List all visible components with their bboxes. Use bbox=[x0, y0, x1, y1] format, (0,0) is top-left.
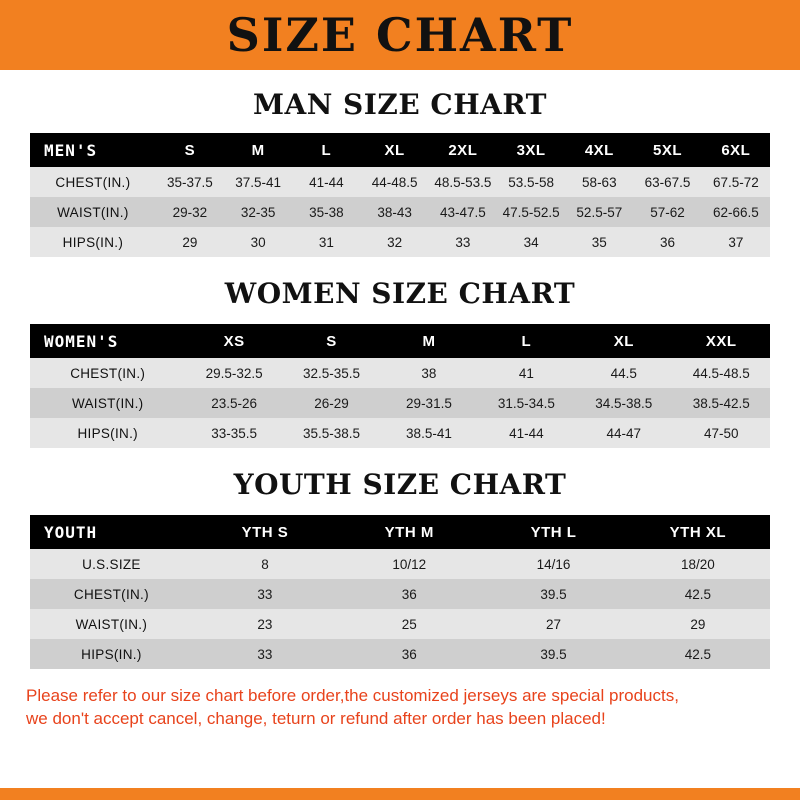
table-cell: 41-44 bbox=[309, 174, 344, 190]
men-table-wrapper bbox=[0, 133, 800, 257]
table-cell: 31.5-34.5 bbox=[497, 395, 555, 411]
column-header: XL bbox=[575, 324, 672, 358]
table-cell: 33 bbox=[455, 234, 471, 250]
table-cell: 32 bbox=[387, 234, 403, 250]
table-cell: 30 bbox=[250, 234, 266, 250]
table-cell: 44.5-48.5 bbox=[692, 365, 750, 381]
men-size-table bbox=[30, 133, 770, 257]
table-cell: 33-35.5 bbox=[211, 425, 257, 441]
table-cell: 18/20 bbox=[680, 556, 715, 572]
table-cell: 42.5 bbox=[684, 586, 711, 602]
table-cell: 43-47.5 bbox=[439, 204, 486, 220]
table-cell: 34.5-38.5 bbox=[595, 395, 653, 411]
table-cell: 35-38 bbox=[309, 204, 344, 220]
table-cell: 38.5-42.5 bbox=[692, 395, 750, 411]
table-cell: 44-48.5 bbox=[371, 174, 418, 190]
table-cell: 44-47 bbox=[606, 425, 642, 441]
row-label: CHEST(IN.) bbox=[73, 586, 149, 602]
table-cell: 32.5-35.5 bbox=[303, 365, 361, 381]
table-cell: 39.5 bbox=[540, 586, 567, 602]
column-header: YTH M bbox=[337, 515, 481, 549]
column-header: XS bbox=[185, 324, 282, 358]
table-cell: 41 bbox=[518, 365, 534, 381]
table-cell: 38 bbox=[421, 365, 437, 381]
table-cell: 36 bbox=[401, 646, 417, 662]
column-header: 3XL bbox=[497, 133, 565, 167]
column-header: XL bbox=[361, 133, 429, 167]
table-cell: 23.5-26 bbox=[211, 395, 257, 411]
table-cell: 29.5-32.5 bbox=[205, 365, 263, 381]
table-cell: 42.5 bbox=[684, 646, 711, 662]
column-header: M bbox=[380, 324, 477, 358]
table-cell: 26-29 bbox=[314, 395, 349, 411]
table-cell: 8 bbox=[261, 556, 269, 572]
footer-accent-bar bbox=[0, 788, 800, 800]
women-size-table bbox=[30, 324, 770, 448]
column-header: S bbox=[283, 324, 380, 358]
table-cell: 37 bbox=[728, 234, 744, 250]
disclaimer-line-1: Please refer to our size chart before order,the customized jerseys are special products, bbox=[26, 686, 679, 705]
table-row bbox=[30, 227, 770, 257]
table-row bbox=[30, 609, 770, 639]
table-cell: 38-43 bbox=[377, 204, 412, 220]
table-cell: 62-66.5 bbox=[712, 204, 759, 220]
table-cell: 35 bbox=[591, 234, 607, 250]
column-header: 6XL bbox=[702, 133, 770, 167]
column-header: YTH L bbox=[481, 515, 625, 549]
women-table-head bbox=[30, 324, 770, 358]
row-label: CHEST(IN.) bbox=[70, 365, 146, 381]
table-cell: 37.5-41 bbox=[235, 174, 282, 190]
table-cell: 35.5-38.5 bbox=[303, 425, 361, 441]
table-cell: 29-32 bbox=[172, 204, 208, 220]
disclaimer-note bbox=[0, 669, 800, 731]
table-cell: 67.5-72 bbox=[712, 174, 759, 190]
row-label: HIPS(IN.) bbox=[77, 425, 138, 441]
column-header: YTH S bbox=[193, 515, 337, 549]
row-label: CHEST(IN.) bbox=[55, 174, 131, 190]
column-header: S bbox=[156, 133, 224, 167]
page-title: SIZE CHART bbox=[226, 8, 574, 62]
table-cell: 31 bbox=[318, 234, 334, 250]
table-cell: 52.5-57 bbox=[576, 204, 623, 220]
women-section-title: WOMEN SIZE CHART bbox=[224, 277, 576, 310]
men-section-title: MAN SIZE CHART bbox=[253, 88, 547, 121]
row-label: WAIST(IN.) bbox=[75, 616, 148, 632]
table-header-row bbox=[30, 133, 770, 167]
header-banner bbox=[0, 0, 800, 70]
table-row bbox=[30, 358, 770, 388]
table-cell: 29 bbox=[182, 234, 198, 250]
table-cell: 63-67.5 bbox=[644, 174, 691, 190]
table-cell: 29 bbox=[690, 616, 706, 632]
table-corner-label: MEN'S bbox=[30, 133, 156, 167]
table-corner-label: YOUTH bbox=[30, 515, 193, 549]
column-header: L bbox=[292, 133, 360, 167]
women-table-body bbox=[30, 358, 770, 448]
column-header: L bbox=[478, 324, 575, 358]
table-cell: 38.5-41 bbox=[406, 425, 452, 441]
table-cell: 14/16 bbox=[536, 556, 571, 572]
table-cell: 44.5 bbox=[610, 365, 637, 381]
table-cell: 41-44 bbox=[509, 425, 544, 441]
table-cell: 47.5-52.5 bbox=[502, 204, 560, 220]
row-label: HIPS(IN.) bbox=[62, 234, 124, 250]
table-cell: 32-35 bbox=[240, 204, 276, 220]
column-header: 5XL bbox=[633, 133, 701, 167]
youth-table-wrapper bbox=[0, 515, 800, 669]
table-row bbox=[30, 549, 770, 579]
column-header: YTH XL bbox=[626, 515, 770, 549]
row-label: WAIST(IN.) bbox=[57, 204, 129, 220]
table-header-row bbox=[30, 515, 770, 549]
table-cell: 47-50 bbox=[703, 425, 739, 441]
table-row bbox=[30, 639, 770, 669]
women-table-wrapper bbox=[0, 324, 800, 448]
table-row bbox=[30, 579, 770, 609]
column-header: 4XL bbox=[565, 133, 633, 167]
table-corner-label: WOMEN'S bbox=[30, 324, 185, 358]
table-cell: 10/12 bbox=[392, 556, 427, 572]
row-label: U.S.SIZE bbox=[82, 556, 141, 572]
men-table-body bbox=[30, 167, 770, 257]
table-cell: 58-63 bbox=[582, 174, 617, 190]
table-cell: 34 bbox=[523, 234, 539, 250]
column-header: M bbox=[224, 133, 292, 167]
table-cell: 53.5-58 bbox=[508, 174, 554, 190]
table-cell: 36 bbox=[401, 586, 417, 602]
table-cell: 48.5-53.5 bbox=[434, 174, 492, 190]
table-row bbox=[30, 167, 770, 197]
table-header-row bbox=[30, 324, 770, 358]
table-cell: 25 bbox=[401, 616, 417, 632]
youth-section-title: YOUTH SIZE CHART bbox=[233, 468, 567, 501]
column-header: XXL bbox=[673, 324, 771, 358]
table-cell: 29-31.5 bbox=[406, 395, 452, 411]
table-cell: 57-62 bbox=[650, 204, 685, 220]
row-label: WAIST(IN.) bbox=[71, 395, 144, 411]
column-header: 2XL bbox=[429, 133, 497, 167]
row-label: HIPS(IN.) bbox=[81, 646, 142, 662]
table-cell: 23 bbox=[257, 616, 273, 632]
table-cell: 33 bbox=[257, 646, 273, 662]
table-cell: 36 bbox=[660, 234, 676, 250]
table-cell: 39.5 bbox=[540, 646, 567, 662]
table-row bbox=[30, 418, 770, 448]
table-cell: 33 bbox=[257, 586, 273, 602]
youth-table-body bbox=[30, 549, 770, 669]
table-cell: 35-37.5 bbox=[167, 174, 213, 190]
table-cell: 27 bbox=[546, 616, 562, 632]
youth-table-head bbox=[30, 515, 770, 549]
disclaimer-line-2: we don't accept cancel, change, teturn or refund after order has been placed! bbox=[26, 708, 606, 728]
table-row bbox=[30, 197, 770, 227]
men-table-head bbox=[30, 133, 770, 167]
youth-size-table bbox=[30, 515, 770, 669]
table-row bbox=[30, 388, 770, 418]
